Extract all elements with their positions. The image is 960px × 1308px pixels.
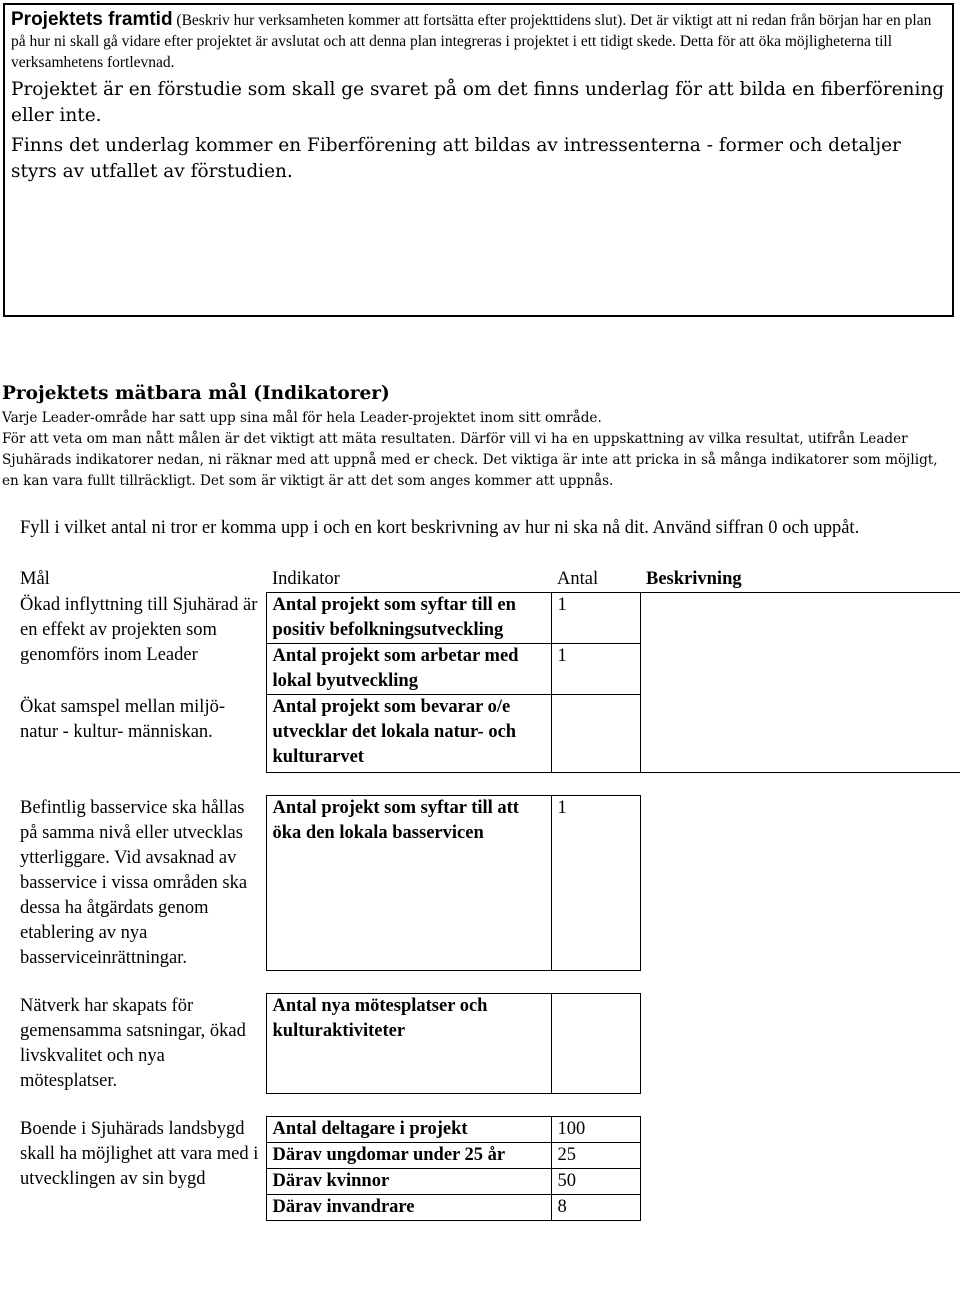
matbara-line: För att veta om man nått målen är det viktigt att mäta resultaten. Därför vill vi ha en uppskattning av vilka resultat, utifrån Leader Sjuhärads indikatorer nedan, ni räknar med att uppnå med er check. Det viktiga är inte att pricka in så många indikatorer som möjligt, en kan vara fullt tillräckligt. Det som är viktigt är att det som anges kommer att uppnås. bbox=[2, 431, 938, 489]
instruction-text: Fyll i vilket antal ni tror er komma upp i och en kort beskrivning av hur ni ska nå dit. Använd siffran 0 och uppåt. bbox=[20, 518, 860, 538]
antal-cell[interactable] bbox=[551, 994, 640, 1094]
table-row bbox=[14, 994, 960, 1094]
table-gap bbox=[14, 773, 960, 796]
table-row bbox=[14, 796, 960, 971]
antal-cell[interactable]: 50 bbox=[551, 1169, 640, 1195]
indikator-cell: Antal deltagare i projekt bbox=[266, 1117, 551, 1143]
indikator-cell: Antal nya mötesplatser och kulturaktiviteter bbox=[266, 994, 551, 1094]
mal-cell: Ökad inflyttning till Sjuhärad är en effekt av projekten som genomförs inom Leader bbox=[20, 594, 258, 665]
table-gap bbox=[14, 971, 960, 994]
beskrivning-cell[interactable] bbox=[640, 994, 960, 1094]
indikator-cell: Antal projekt som arbetar med lokal byutveckling bbox=[266, 644, 551, 695]
framtid-hint: (Beskriv hur verksamheten kommer att fortsätta efter projekttidens slut). Det är viktigt att ni redan från början har en plan på hur ni skall gå vidare efter projektet är avslutat och att denna plan integreras i projektet i ett tidigt skede. Detta för att öka möjligheterna till verksamhetens fortlevnad. bbox=[11, 12, 932, 71]
header-antal: Antal bbox=[557, 569, 599, 589]
mal-cell: Befintlig basservice ska hållas på samma nivå eller utvecklas ytterliggare. Vid avsaknad av basservice i vissa områden ska dessa ha åtgärdats genom etablering av nya basserviceinrättningar. bbox=[20, 797, 248, 968]
table-row bbox=[14, 1117, 960, 1143]
indikator-cell: Antal projekt som syftar till att öka den lokala basservicen bbox=[266, 796, 551, 971]
framtid-title: Projektets framtid bbox=[11, 9, 173, 30]
mal-cell: Ökat samspel mellan miljö- natur - kultur- människan. bbox=[20, 696, 225, 742]
mal-cell: Nätverk har skapats för gemensamma satsningar, ökad livskvalitet och nya mötesplatser. bbox=[20, 995, 246, 1091]
table-header-row bbox=[14, 567, 960, 593]
framtid-box bbox=[3, 3, 954, 317]
table-row bbox=[14, 593, 960, 644]
antal-cell[interactable]: 25 bbox=[551, 1143, 640, 1169]
antal-cell[interactable]: 1 bbox=[551, 593, 640, 644]
header-beskrivning: Beskrivning bbox=[646, 569, 742, 589]
beskrivning-cell[interactable] bbox=[640, 796, 960, 971]
beskrivning-cell[interactable] bbox=[640, 1143, 960, 1169]
indikator-cell: Antal projekt som bevarar o/e utvecklar det lokala natur- och kulturarvet bbox=[266, 695, 551, 773]
antal-cell[interactable]: 8 bbox=[551, 1195, 640, 1221]
matbara-text bbox=[2, 408, 952, 492]
indikator-cell: Därav invandrare bbox=[266, 1195, 551, 1221]
indikator-cell: Därav kvinnor bbox=[266, 1169, 551, 1195]
header-indikator: Indikator bbox=[272, 569, 340, 589]
matbara-line: Varje Leader-område har satt upp sina mål för hela Leader-projektet inom sitt område. bbox=[2, 410, 602, 426]
matbara-heading: Projektets mätbara mål (Indikatorer) bbox=[2, 383, 390, 404]
indikator-cell: Antal projekt som syftar till en positiv befolkningsutveckling bbox=[266, 593, 551, 644]
framtid-intro bbox=[11, 9, 946, 73]
antal-cell[interactable]: 1 bbox=[551, 796, 640, 971]
beskrivning-cell[interactable] bbox=[640, 1195, 960, 1221]
beskrivning-cell[interactable] bbox=[640, 1117, 960, 1143]
indikator-table bbox=[14, 567, 960, 1221]
antal-cell[interactable] bbox=[551, 695, 640, 773]
table-gap bbox=[14, 1094, 960, 1117]
antal-cell[interactable]: 100 bbox=[551, 1117, 640, 1143]
mal-cell: Boende i Sjuhärads landsbygd skall ha möjlighet att vara med i utvecklingen av sin bygd bbox=[20, 1118, 259, 1189]
beskrivning-cell[interactable] bbox=[640, 1169, 960, 1195]
indikator-cell: Därav ungdomar under 25 år bbox=[266, 1143, 551, 1169]
framtid-paragraph: Finns det underlag kommer en Fiberförening att bildas av intressenterna - former och detaljer styrs av utfallet av förstudien. bbox=[11, 135, 901, 182]
antal-cell[interactable]: 1 bbox=[551, 644, 640, 695]
beskrivning-cell[interactable] bbox=[640, 593, 960, 773]
header-mal: Mål bbox=[20, 569, 50, 589]
framtid-paragraph: Projektet är en förstudie som skall ge svaret på om det finns underlag för att bilda en fiberförening eller inte. bbox=[11, 79, 945, 126]
